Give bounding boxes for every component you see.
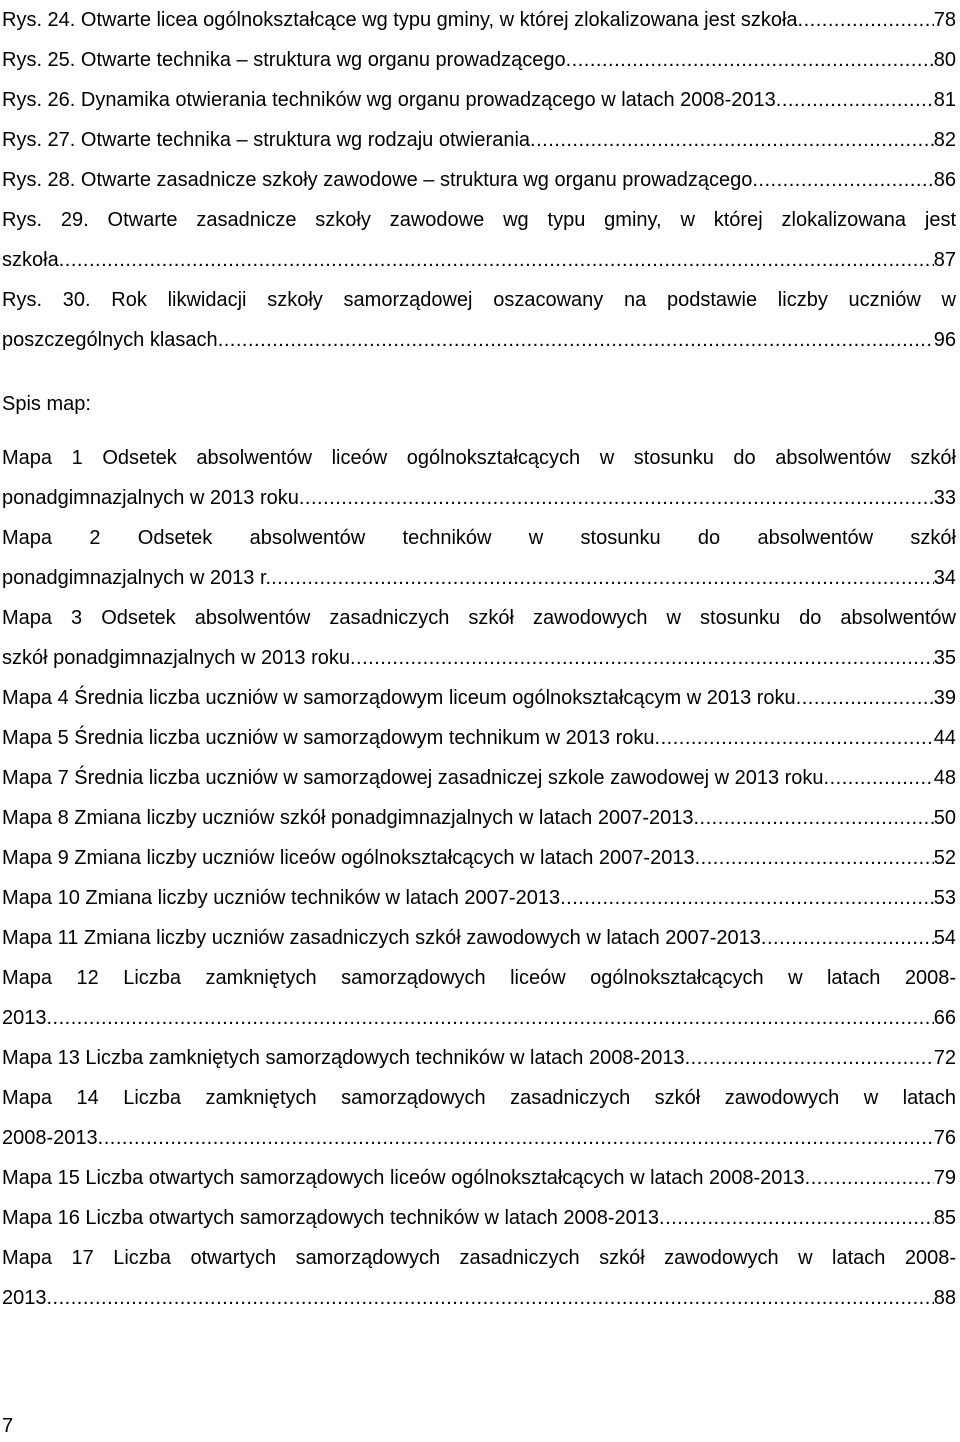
toc-entry[interactable] [2, 1198, 956, 1238]
toc-entry-line[interactable] [2, 838, 956, 878]
toc-entry-title: Mapa 9 Zmiana liczby uczniów liceów ogólnokształcących w latach 2007-2013 [2, 847, 695, 869]
toc-entry-line[interactable] [2, 798, 956, 838]
toc-entry[interactable] [2, 758, 956, 798]
dot-leader [350, 638, 934, 678]
toc-entry-line[interactable] [2, 678, 956, 718]
toc-entry-title: Mapa 8 Zmiana liczby uczniów szkół ponadgimnazjalnych w latach 2007-2013 [2, 807, 694, 829]
toc-page-number: 79 [933, 1167, 956, 1189]
dot-leader [47, 998, 934, 1038]
toc-entry[interactable] [2, 120, 956, 160]
dot-leader [761, 918, 934, 958]
toc-entry-line[interactable] [2, 80, 956, 120]
toc-entry-title: Mapa 16 Liczba otwartych samorządowych techników w latach 2008-2013 [2, 1207, 660, 1229]
toc-entry[interactable] [2, 918, 956, 958]
dot-leader [776, 80, 934, 120]
toc-entry[interactable] [2, 80, 956, 120]
figures-list [2, 0, 956, 360]
toc-entry-title: Rys. 25. Otwarte technika – struktura wg organu prowadzącego [2, 49, 566, 71]
toc-page-number: 50 [933, 807, 956, 829]
dot-leader [271, 558, 934, 598]
dot-leader [59, 240, 934, 280]
dot-leader [685, 1038, 934, 1078]
dot-leader [566, 40, 934, 80]
dot-leader [560, 878, 934, 918]
toc-entry[interactable] [2, 678, 956, 718]
toc-entry-line[interactable] [2, 518, 956, 558]
toc-page-number: 80 [933, 49, 956, 71]
toc-entry-title: poszczególnych klasach [2, 329, 218, 351]
document-page [2, 0, 956, 1318]
toc-entry-title: Rys. 27. Otwarte technika – struktura wg rodzaju otwierania [2, 129, 531, 151]
toc-entry[interactable] [2, 200, 956, 280]
toc-entry-title: Mapa 5 Średnia liczba uczniów w samorządowym technikum w 2013 roku [2, 727, 655, 749]
toc-entry-title: ponadgimnazjalnych w 2013 r. [2, 567, 272, 589]
toc-entry-title: Rys. 26. Dynamika otwierania techników wg organu prowadzącego w latach 2008-2013 [2, 89, 776, 111]
toc-page-number: 87 [933, 249, 956, 271]
toc-entry[interactable] [2, 718, 956, 758]
dot-leader [824, 758, 934, 798]
dot-leader [47, 1278, 934, 1318]
toc-page-number: 86 [933, 169, 956, 191]
toc-entry[interactable] [2, 0, 956, 40]
toc-page-number: 81 [933, 89, 956, 111]
dot-leader [798, 0, 934, 40]
dot-leader [805, 1158, 934, 1198]
toc-entry[interactable] [2, 1078, 956, 1158]
toc-page-number: 78 [933, 9, 956, 31]
maps-heading: Spis map: [2, 393, 91, 415]
toc-entry-title: Rys. 29. Otwarte zasadnicze szkoły zawodowe wg typu gminy, w której zlokalizowana jest [2, 209, 956, 231]
toc-entry[interactable] [2, 1238, 956, 1318]
toc-page-number: 44 [933, 727, 956, 749]
toc-page-number: 66 [933, 1007, 956, 1029]
toc-entry[interactable] [2, 160, 956, 200]
toc-entry-title: ponadgimnazjalnych w 2013 roku [2, 487, 299, 509]
toc-entry[interactable] [2, 518, 956, 598]
toc-page-number: 72 [933, 1047, 956, 1069]
toc-entry-line[interactable] [2, 478, 956, 518]
toc-entry-title: Mapa 12 Liczba zamkniętych samorządowych liceów ogólnokształcących w latach 2008- [2, 967, 956, 989]
toc-entry[interactable] [2, 40, 956, 80]
toc-entry-title: Mapa 1 Odsetek absolwentów liceów ogólnokształcących w stosunku do absolwentów szkół [2, 447, 956, 469]
toc-entry[interactable] [2, 598, 956, 678]
toc-entry-title: Mapa 2 Odsetek absolwentów techników w stosunku do absolwentów szkół [2, 527, 956, 549]
toc-entry-title: Mapa 3 Odsetek absolwentów zasadniczych szkół zawodowych w stosunku do absolwentów [2, 607, 956, 629]
toc-page-number: 35 [933, 647, 956, 669]
toc-entry-title: Rys. 24. Otwarte licea ogólnokształcące wg typu gminy, w której zlokalizowana jest szkoła [2, 9, 798, 31]
toc-entry-title: Rys. 30. Rok likwidacji szkoły samorządowej oszacowany na podstawie liczby uczniów w [2, 289, 956, 311]
toc-entry-line[interactable] [2, 1038, 956, 1078]
toc-page-number: 88 [933, 1287, 956, 1309]
toc-entry-line[interactable] [2, 598, 956, 638]
page-number: 7 [2, 1415, 14, 1437]
toc-entry-line[interactable] [2, 1118, 956, 1158]
toc-entry[interactable] [2, 280, 956, 360]
toc-entry-title: 2013 [2, 1007, 47, 1029]
dot-leader [752, 160, 933, 200]
toc-entry-line[interactable] [2, 240, 956, 280]
toc-entry-line[interactable] [2, 998, 956, 1038]
toc-entry-line[interactable] [2, 1238, 956, 1278]
toc-entry-line[interactable] [2, 40, 956, 80]
dot-leader [695, 838, 934, 878]
toc-entry-line[interactable] [2, 0, 956, 40]
dot-leader [659, 1198, 934, 1238]
toc-page-number: 54 [933, 927, 956, 949]
toc-entry[interactable] [2, 1158, 956, 1198]
toc-entry-title: 2013 [2, 1287, 47, 1309]
toc-entry-line[interactable] [2, 958, 956, 998]
toc-entry-line[interactable] [2, 558, 956, 598]
toc-page-number: 53 [933, 887, 956, 909]
toc-entry-title: 2008-2013 [2, 1127, 98, 1149]
toc-page-number: 96 [933, 329, 956, 351]
toc-entry-line[interactable] [2, 120, 956, 160]
toc-entry-line[interactable] [2, 438, 956, 478]
dot-leader [655, 718, 934, 758]
toc-entry-line[interactable] [2, 280, 956, 320]
toc-entry-line[interactable] [2, 1078, 956, 1118]
toc-entry-title: Mapa 13 Liczba zamkniętych samorządowych techników w latach 2008-2013 [2, 1047, 685, 1069]
toc-entry[interactable] [2, 838, 956, 878]
toc-entry-title: Mapa 14 Liczba zamkniętych samorządowych zasadniczych szkół zawodowych w latach [2, 1087, 956, 1109]
toc-entry[interactable] [2, 878, 956, 918]
toc-page-number: 33 [933, 487, 956, 509]
toc-entry-title: Mapa 7 Średnia liczba uczniów w samorządowej zasadniczej szkole zawodowej w 2013 roku [2, 767, 824, 789]
toc-entry-line[interactable] [2, 878, 956, 918]
toc-page-number: 52 [933, 847, 956, 869]
toc-entry-title: szkoła [2, 249, 59, 271]
toc-entry-title: Mapa 11 Zmiana liczby uczniów zasadniczych szkół zawodowych w latach 2007-2013 [2, 927, 761, 949]
toc-entry-title: szkół ponadgimnazjalnych w 2013 roku [2, 647, 350, 669]
toc-entry-line[interactable] [2, 638, 956, 678]
toc-entry-line[interactable] [2, 718, 956, 758]
toc-entry-line[interactable] [2, 1198, 956, 1238]
dot-leader [218, 320, 934, 360]
toc-entry-line[interactable] [2, 758, 956, 798]
dot-leader [693, 798, 933, 838]
toc-page-number: 48 [933, 767, 956, 789]
toc-page-number: 82 [933, 129, 956, 151]
toc-page-number: 76 [933, 1127, 956, 1149]
toc-entry-line[interactable] [2, 1158, 956, 1198]
maps-list [2, 438, 956, 1318]
toc-entry-title: Rys. 28. Otwarte zasadnicze szkoły zawodowe – struktura wg organu prowadzącego [2, 169, 753, 191]
toc-page-number: 85 [933, 1207, 956, 1229]
toc-entry-title: Mapa 10 Zmiana liczby uczniów techników w latach 2007-2013 [2, 887, 561, 909]
toc-entry-title: Mapa 4 Średnia liczba uczniów w samorządowym liceum ogólnokształcącym w 2013 roku [2, 687, 796, 709]
dot-leader [98, 1118, 934, 1158]
toc-entry-line[interactable] [2, 320, 956, 360]
toc-entry-title: Mapa 15 Liczba otwartych samorządowych liceów ogólnokształcących w latach 2008-2013 [2, 1167, 805, 1189]
toc-entry[interactable] [2, 1038, 956, 1078]
dot-leader [796, 678, 934, 718]
toc-entry-line[interactable] [2, 160, 956, 200]
toc-entry-line[interactable] [2, 1278, 956, 1318]
dot-leader [299, 478, 934, 518]
toc-page-number: 39 [933, 687, 956, 709]
toc-entry[interactable] [2, 438, 956, 518]
toc-entry[interactable] [2, 958, 956, 1038]
toc-entry[interactable] [2, 798, 956, 838]
toc-entry-title: Mapa 17 Liczba otwartych samorządowych zasadniczych szkół zawodowych w latach 2008- [2, 1247, 956, 1269]
toc-page-number: 34 [933, 567, 956, 589]
toc-entry-line[interactable] [2, 200, 956, 240]
dot-leader [530, 120, 934, 160]
toc-entry-line[interactable] [2, 918, 956, 958]
